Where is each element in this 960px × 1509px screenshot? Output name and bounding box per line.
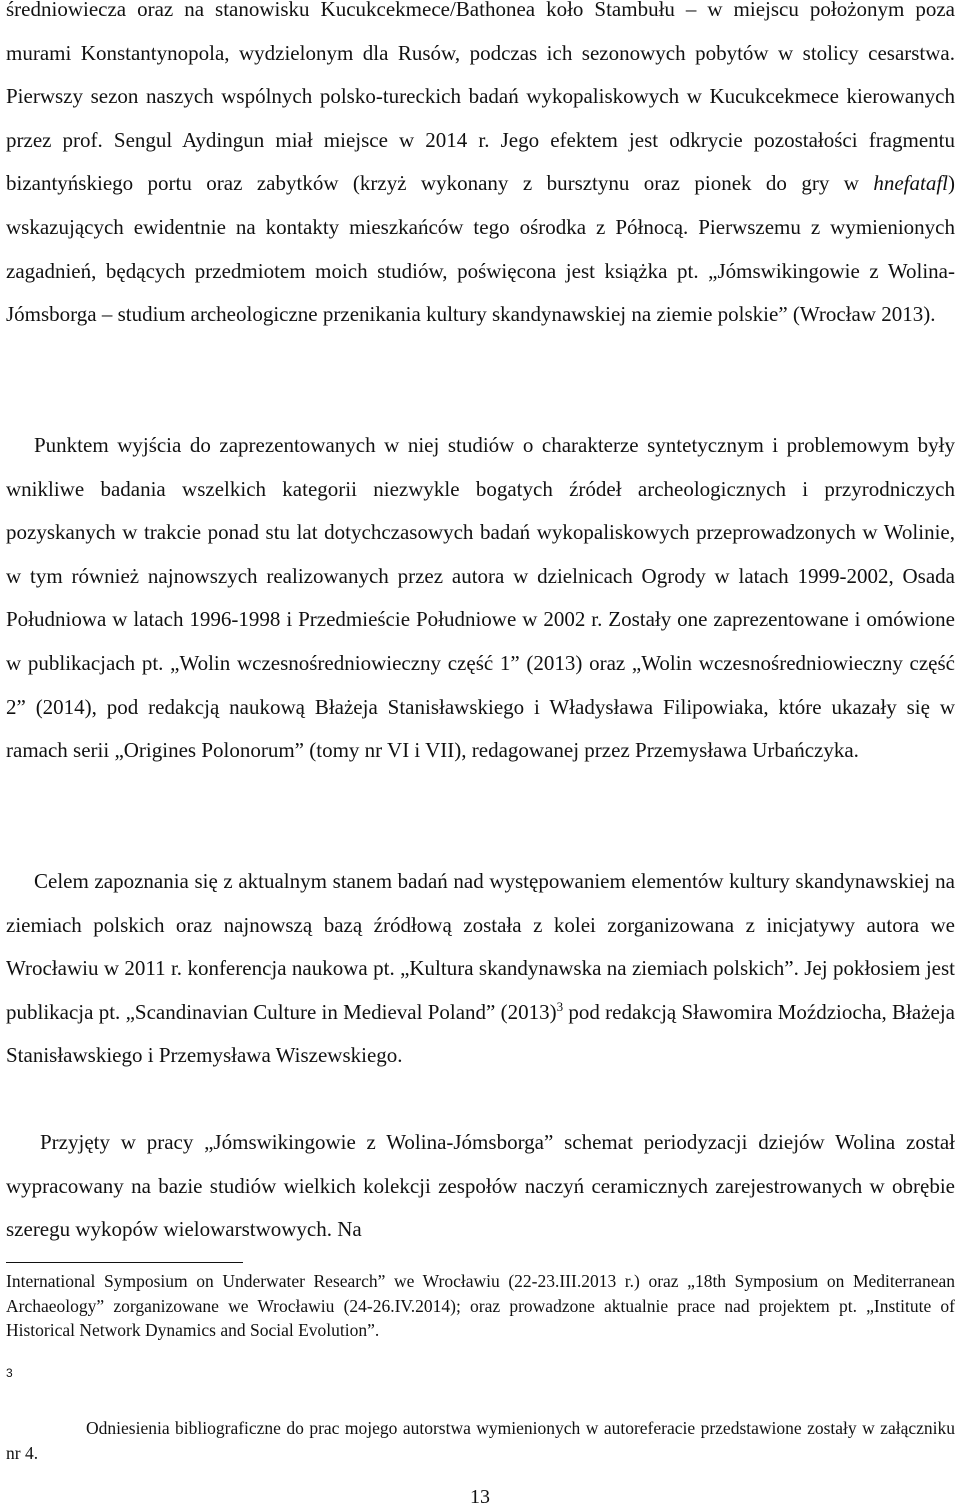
footnote-separator: [6, 1262, 243, 1263]
paragraph-1-text-b: ) wskazujących ewidentnie na kontakty mieszkańców tego ośrodka z Północą. Pierwszemu z wymienionych zagadnień, będących przedmiotem moich studiów, poświęcona jest książka pt. „Jómswikingowie z Wolina-Jómsborga – studium archeologiczne przenikania kultury skandynawskiej na ziemie polskie” (Wrocław 2013).: [6, 171, 955, 327]
game-name-italic: hnefatafl: [873, 171, 948, 196]
page-number: 13: [470, 1486, 490, 1508]
footnote-3-marker: 3: [6, 1366, 13, 1380]
footnote-3-text: Odniesienia bibliograficzne do prac mojego autorstwa wymienionych w autoreferacie przedstawione zostały w załączniku nr 4.: [6, 1418, 955, 1463]
paragraph-4: Przyjęty w pracy „Jómswikingowie z Wolina-Jómsborga” schemat periodyzacji dziejów Wolina został wypracowany na bazie studiów wielkich kolekcji zespołów naczyń ceramicznych zarejestrowanych w obrębie szeregu wykopów wielowarstwowych. Na: [6, 1130, 955, 1242]
paragraph-1: [6, 0, 955, 337]
paragraph-3-text-b: pod redakcją Sławomira Moździocha, Błażeja Stanisławskiego i Przemysława Wiszewskiego.: [6, 999, 956, 1068]
paragraph-3: [6, 860, 955, 1078]
paragraph-3-text-a: Celem zapoznania się z aktualnym stanem badań nad występowaniem elementów kultury skandynawskiej na ziemiach polskich oraz najnowszą bazą źródłową została z kolei zorganizowana z inicjatywy autora we Wrocławiu w 2011 r. konferencja naukowa pt. „Kultura skandynawska na ziemiach polskich”. Jej pokłosiem jest publikacja pt. „Scandinavian Culture in Medieval Poland” (2013): [6, 869, 955, 1024]
paragraph-1-text-a: średniowiecza oraz na stanowisku Kucukcekmece/Bathonea koło Stambułu – w miejscu położonym poza murami Konstantynopola, wydzielonym dla Rusów, podczas ich sezonowych pobytów w stolicy cesarstwa. Pierwszy sezon naszych wspólnych polsko-tureckich badań wykopaliskowych w Kucukcekmece kierowanych przez prof. Sengul Aydingun miał miejsce w 2014 r. Jego efektem jest odkrycie pozostałości fragmentu bizantyńskiego portu oraz zabytków (krzyż wykonany z bursztynu oraz pionek do gry w: [6, 0, 955, 196]
footnote-ref-3[interactable]: 3: [556, 998, 564, 1014]
footnote-continued: International Symposium on Underwater Research” we Wrocławiu (22-23.III.2013 r.) oraz „18th Symposium on Mediterranean Archaeology” zorganizowane we Wrocławiu (24-26.IV.2014); oraz prowadzone aktualnie prace nad projektem pt. „Institute of Historical Network Dynamics and Social Evolution”.: [6, 1271, 955, 1340]
paragraph-2: Punktem wyjścia do zaprezentowanych w niej studiów o charakterze syntetycznym i problemowym były wnikliwe badania wszelkich kategorii niezwykle bogatych źródeł archeologicznych i przyrodniczych pozyskanych w trakcie ponad stu lat dotychczasowych badań wykopaliskowych przeprowadzonych w Wolinie, w tym również najnowszych realizowanych przez autora w dzielnicach Ogrody w latach 1999-2002, Osada Południowa w latach 1996-1998 i Przedmieście Południowe w 2002 r. Zostały one zaprezentowane i omówione w publikacjach pt. „Wolin wczesnośredniowieczny część 1” (2013) oraz „Wolin wczesnośredniowieczny część 2” (2014), pod redakcją naukową Błażeja Stanisławskiego i Władysława Filipowiaka, które ukazały się w ramach serii „Origines Polonorum” (tomy nr VI i VII), redagowanej przez Przemysława Urbańczyka.: [6, 433, 955, 763]
